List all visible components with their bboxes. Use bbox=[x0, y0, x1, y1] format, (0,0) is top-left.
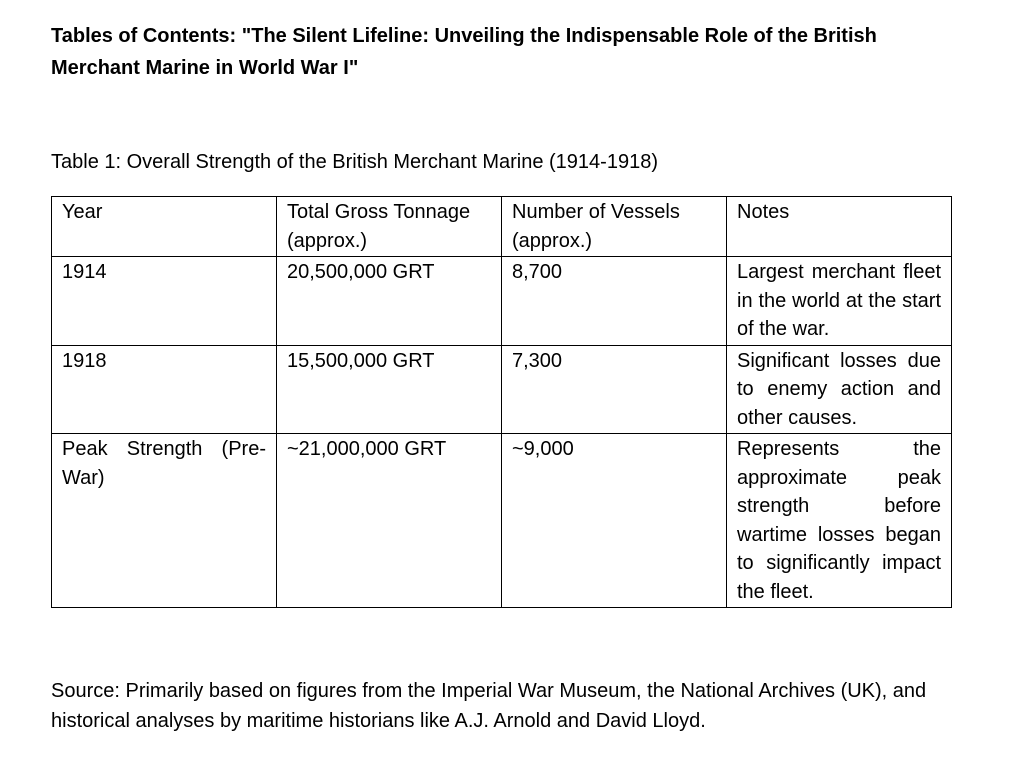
document-title: Tables of Contents: "The Silent Lifeline: Unveiling the Indispensable Role of the British Merchant Marine in World War I" bbox=[51, 25, 877, 79]
cell-vessels: ~9,000 bbox=[502, 434, 727, 608]
cell-year: Peak Strength (Pre-War) bbox=[52, 434, 277, 608]
table-row bbox=[52, 345, 952, 434]
header-year: Year bbox=[52, 197, 277, 257]
merchant-marine-strength-table bbox=[51, 196, 952, 608]
table-caption: Table 1: Overall Strength of the British Merchant Marine (1914-1918) bbox=[51, 151, 658, 173]
cell-notes: Significant losses due to enemy action and other causes. bbox=[727, 345, 952, 434]
table-row bbox=[52, 434, 952, 608]
cell-tonnage: 20,500,000 GRT bbox=[277, 257, 502, 346]
cell-notes: Represents the approximate peak strength before wartime losses began to significantly impact the fleet. bbox=[727, 434, 952, 608]
table-row bbox=[52, 257, 952, 346]
header-notes: Notes bbox=[727, 197, 952, 257]
cell-year: 1918 bbox=[52, 345, 277, 434]
cell-vessels: 7,300 bbox=[502, 345, 727, 434]
table-header-row bbox=[52, 197, 952, 257]
source-note: Source: Primarily based on figures from the Imperial War Museum, the National Archives (UK), and historical analyses by maritime historians like A.J. Arnold and David Lloyd. bbox=[51, 680, 927, 732]
cell-tonnage: ~21,000,000 GRT bbox=[277, 434, 502, 608]
header-number-of-vessels: Number of Vessels (approx.) bbox=[502, 197, 727, 257]
cell-year: 1914 bbox=[52, 257, 277, 346]
cell-tonnage: 15,500,000 GRT bbox=[277, 345, 502, 434]
cell-notes: Largest merchant fleet in the world at the start of the war. bbox=[727, 257, 952, 346]
header-total-gross-tonnage: Total Gross Tonnage (approx.) bbox=[277, 197, 502, 257]
cell-vessels: 8,700 bbox=[502, 257, 727, 346]
